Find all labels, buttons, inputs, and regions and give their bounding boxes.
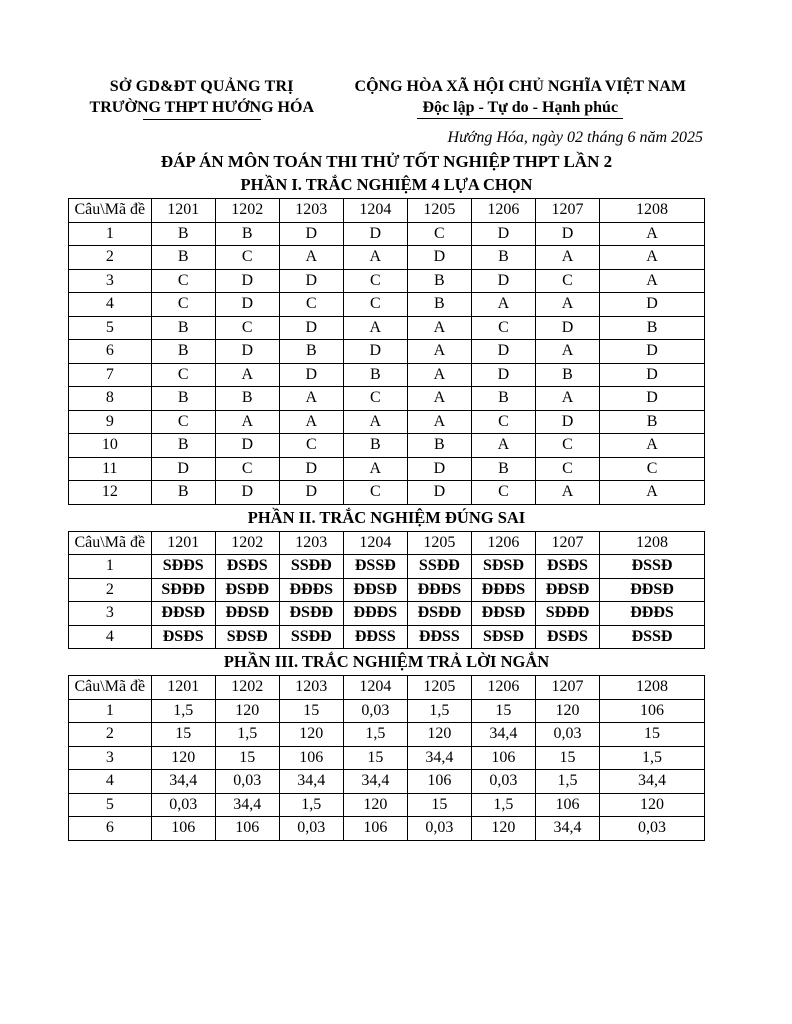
question-number: 7 bbox=[69, 363, 152, 387]
national-header-line: CỘNG HÒA XÃ HỘI CHỦ NGHĨA VIỆT NAM bbox=[354, 78, 686, 95]
answer-cell: D bbox=[215, 269, 279, 293]
answer-cell: B bbox=[151, 246, 215, 270]
answer-cell: 15 bbox=[151, 723, 215, 747]
answer-cell: SSĐĐ bbox=[279, 625, 343, 649]
answer-cell: ĐĐSS bbox=[343, 625, 407, 649]
answer-cell: A bbox=[343, 410, 407, 434]
column-header: 1206 bbox=[471, 676, 535, 700]
answer-cell: C bbox=[471, 316, 535, 340]
answer-cell: D bbox=[535, 316, 599, 340]
answer-cell: B bbox=[215, 222, 279, 246]
answer-cell: B bbox=[151, 387, 215, 411]
table-row bbox=[69, 481, 705, 505]
column-header: 1203 bbox=[279, 676, 343, 700]
answer-cell: D bbox=[600, 387, 705, 411]
answer-cell: A bbox=[343, 457, 407, 481]
answer-cell: 106 bbox=[471, 746, 535, 770]
answer-cell: ĐSĐS bbox=[535, 625, 599, 649]
answer-cell: 34,4 bbox=[215, 793, 279, 817]
answer-cell: 15 bbox=[215, 746, 279, 770]
answer-cell: SSĐĐ bbox=[279, 555, 343, 579]
header-row bbox=[69, 531, 705, 555]
column-header: Câu\Mã đề bbox=[69, 531, 152, 555]
answer-cell: D bbox=[471, 222, 535, 246]
answer-cell: A bbox=[471, 293, 535, 317]
document-title: ĐÁP ÁN MÔN TOÁN THI THỬ TỐT NGHIỆP THPT LẦN 2 bbox=[160, 152, 613, 171]
answer-cell: C bbox=[535, 457, 599, 481]
part2-answer-table bbox=[68, 531, 705, 650]
national-block bbox=[336, 78, 705, 120]
section-3-heading: PHẦN III. TRẮC NGHIỆM TRẢ LỜI NGẮN bbox=[223, 652, 550, 671]
answer-cell: 15 bbox=[407, 793, 471, 817]
section-2-heading: PHẦN II. TRẮC NGHIỆM ĐÚNG SAI bbox=[247, 507, 526, 527]
table-row bbox=[69, 293, 705, 317]
answer-cell: 106 bbox=[279, 746, 343, 770]
answer-cell: D bbox=[471, 363, 535, 387]
answer-cell: B bbox=[471, 387, 535, 411]
answer-cell: ĐĐSĐ bbox=[215, 602, 279, 626]
answer-cell: ĐĐĐS bbox=[343, 602, 407, 626]
answer-cell: 0,03 bbox=[471, 770, 535, 794]
answer-cell: 15 bbox=[279, 699, 343, 723]
answer-cell: B bbox=[407, 293, 471, 317]
answer-cell: B bbox=[343, 363, 407, 387]
answer-cell: B bbox=[279, 340, 343, 364]
header-row bbox=[69, 676, 705, 700]
answer-cell: A bbox=[407, 387, 471, 411]
answer-cell: B bbox=[471, 457, 535, 481]
document-header bbox=[68, 78, 705, 120]
answer-cell: A bbox=[215, 363, 279, 387]
table-row bbox=[69, 222, 705, 246]
question-number: 5 bbox=[69, 316, 152, 340]
column-header: 1201 bbox=[151, 531, 215, 555]
answer-cell: D bbox=[343, 222, 407, 246]
national-motto-line: Độc lập - Tự do - Hạnh phúc bbox=[417, 99, 623, 119]
answer-cell: ĐĐSĐ bbox=[471, 602, 535, 626]
answer-cell: D bbox=[279, 222, 343, 246]
answer-cell: 1,5 bbox=[215, 723, 279, 747]
column-header: 1204 bbox=[343, 676, 407, 700]
table-row bbox=[69, 246, 705, 270]
answer-cell: C bbox=[343, 481, 407, 505]
answer-cell: D bbox=[535, 410, 599, 434]
answer-cell: C bbox=[407, 222, 471, 246]
question-number: 2 bbox=[69, 578, 152, 602]
question-number: 3 bbox=[69, 602, 152, 626]
question-number: 8 bbox=[69, 387, 152, 411]
answer-cell: ĐSĐS bbox=[151, 625, 215, 649]
answer-cell: 1,5 bbox=[407, 699, 471, 723]
answer-cell: 15 bbox=[471, 699, 535, 723]
answer-cell: C bbox=[343, 293, 407, 317]
answer-cell: 106 bbox=[407, 770, 471, 794]
table-row bbox=[69, 602, 705, 626]
answer-cell: 120 bbox=[279, 723, 343, 747]
answer-cell: ĐĐSĐ bbox=[151, 602, 215, 626]
answer-cell: D bbox=[343, 340, 407, 364]
answer-cell: D bbox=[215, 340, 279, 364]
answer-cell: 120 bbox=[535, 699, 599, 723]
answer-cell: D bbox=[151, 457, 215, 481]
answer-cell: 1,5 bbox=[151, 699, 215, 723]
answer-cell: C bbox=[151, 363, 215, 387]
answer-cell: 106 bbox=[535, 793, 599, 817]
answer-cell: 120 bbox=[407, 723, 471, 747]
answer-cell: B bbox=[600, 316, 705, 340]
section-1-heading: PHẦN I. TRẮC NGHIỆM 4 LỰA CHỌN bbox=[240, 175, 533, 194]
answer-cell: A bbox=[343, 246, 407, 270]
answer-cell: C bbox=[343, 387, 407, 411]
column-header: 1205 bbox=[407, 676, 471, 700]
answer-cell: B bbox=[151, 316, 215, 340]
question-number: 6 bbox=[69, 340, 152, 364]
answer-cell: D bbox=[407, 481, 471, 505]
answer-cell: 106 bbox=[343, 817, 407, 841]
answer-cell: D bbox=[279, 457, 343, 481]
answer-cell: 15 bbox=[343, 746, 407, 770]
answer-cell: B bbox=[407, 269, 471, 293]
column-header: 1203 bbox=[279, 199, 343, 223]
answer-cell: SĐĐS bbox=[151, 555, 215, 579]
question-number: 5 bbox=[69, 793, 152, 817]
table-row bbox=[69, 316, 705, 340]
answer-cell: SĐĐĐ bbox=[535, 602, 599, 626]
answer-cell: ĐSĐĐ bbox=[279, 602, 343, 626]
issuer-block bbox=[68, 78, 336, 120]
answer-cell: A bbox=[600, 481, 705, 505]
answer-cell: A bbox=[600, 434, 705, 458]
column-header: 1204 bbox=[343, 199, 407, 223]
answer-cell: 1,5 bbox=[471, 793, 535, 817]
answer-cell: 0,03 bbox=[151, 793, 215, 817]
answer-cell: A bbox=[535, 246, 599, 270]
header-row bbox=[69, 199, 705, 223]
answer-cell: 34,4 bbox=[407, 746, 471, 770]
answer-cell: ĐSĐS bbox=[215, 555, 279, 579]
answer-cell: C bbox=[471, 481, 535, 505]
answer-cell: B bbox=[407, 434, 471, 458]
answer-cell: 106 bbox=[215, 817, 279, 841]
table-row bbox=[69, 387, 705, 411]
answer-cell: A bbox=[215, 410, 279, 434]
table-row bbox=[69, 746, 705, 770]
answer-cell: 1,5 bbox=[343, 723, 407, 747]
column-header: 1206 bbox=[471, 199, 535, 223]
answer-cell: A bbox=[535, 387, 599, 411]
column-header: 1202 bbox=[215, 676, 279, 700]
answer-cell: 1,5 bbox=[279, 793, 343, 817]
column-header: 1202 bbox=[215, 199, 279, 223]
answer-cell: ĐĐSĐ bbox=[343, 578, 407, 602]
answer-cell: D bbox=[215, 481, 279, 505]
table-row bbox=[69, 817, 705, 841]
answer-cell: C bbox=[343, 269, 407, 293]
column-header: 1201 bbox=[151, 199, 215, 223]
answer-cell: D bbox=[600, 363, 705, 387]
question-number: 4 bbox=[69, 293, 152, 317]
answer-cell: ĐĐĐS bbox=[471, 578, 535, 602]
table-row bbox=[69, 434, 705, 458]
answer-cell: A bbox=[279, 387, 343, 411]
question-number: 2 bbox=[69, 723, 152, 747]
column-header: 1201 bbox=[151, 676, 215, 700]
answer-cell: D bbox=[407, 246, 471, 270]
answer-cell: B bbox=[471, 246, 535, 270]
answer-cell: 0,03 bbox=[600, 817, 705, 841]
answer-cell: 120 bbox=[151, 746, 215, 770]
question-number: 4 bbox=[69, 770, 152, 794]
answer-cell: B bbox=[600, 410, 705, 434]
department-name: SỞ GD&ĐT QUẢNG TRỊ bbox=[109, 78, 294, 95]
answer-cell: D bbox=[600, 293, 705, 317]
question-number: 2 bbox=[69, 246, 152, 270]
answer-cell: B bbox=[151, 481, 215, 505]
question-number: 6 bbox=[69, 817, 152, 841]
school-underline-rule bbox=[143, 119, 261, 120]
answer-cell: 34,4 bbox=[471, 723, 535, 747]
answer-cell: A bbox=[279, 246, 343, 270]
column-header: 1207 bbox=[535, 199, 599, 223]
answer-cell: B bbox=[215, 387, 279, 411]
column-header: 1205 bbox=[407, 531, 471, 555]
part3-answer-table bbox=[68, 675, 705, 841]
answer-cell: C bbox=[279, 293, 343, 317]
question-number: 9 bbox=[69, 410, 152, 434]
column-header: 1207 bbox=[535, 676, 599, 700]
answer-cell: C bbox=[535, 434, 599, 458]
table-row bbox=[69, 770, 705, 794]
answer-cell: ĐĐSĐ bbox=[600, 578, 705, 602]
question-number: 3 bbox=[69, 269, 152, 293]
column-header: 1202 bbox=[215, 531, 279, 555]
answer-cell: A bbox=[600, 246, 705, 270]
answer-cell: SĐSĐ bbox=[471, 625, 535, 649]
answer-cell: ĐĐSĐ bbox=[535, 578, 599, 602]
answer-cell: D bbox=[215, 434, 279, 458]
answer-cell: A bbox=[471, 434, 535, 458]
answer-cell: D bbox=[279, 363, 343, 387]
table-row bbox=[69, 363, 705, 387]
answer-cell: SĐSĐ bbox=[215, 625, 279, 649]
column-header: 1207 bbox=[535, 531, 599, 555]
answer-cell: 0,03 bbox=[215, 770, 279, 794]
answer-cell: ĐĐĐS bbox=[279, 578, 343, 602]
answer-cell: C bbox=[471, 410, 535, 434]
answer-cell: A bbox=[343, 316, 407, 340]
answer-cell: D bbox=[279, 269, 343, 293]
answer-cell: B bbox=[151, 340, 215, 364]
answer-cell: 120 bbox=[215, 699, 279, 723]
answer-cell: D bbox=[279, 481, 343, 505]
answer-cell: D bbox=[215, 293, 279, 317]
answer-cell: SSĐĐ bbox=[407, 555, 471, 579]
answer-cell: D bbox=[471, 340, 535, 364]
answer-cell: 106 bbox=[151, 817, 215, 841]
answer-cell: 120 bbox=[600, 793, 705, 817]
answer-cell: 34,4 bbox=[151, 770, 215, 794]
answer-cell: 0,03 bbox=[343, 699, 407, 723]
question-number: 4 bbox=[69, 625, 152, 649]
question-number: 1 bbox=[69, 222, 152, 246]
question-number: 11 bbox=[69, 457, 152, 481]
answer-cell: B bbox=[151, 222, 215, 246]
question-number: 1 bbox=[69, 555, 152, 579]
column-header: 1208 bbox=[600, 531, 705, 555]
table-row bbox=[69, 555, 705, 579]
column-header: 1208 bbox=[600, 199, 705, 223]
answer-cell: ĐSSĐ bbox=[343, 555, 407, 579]
answer-cell: B bbox=[343, 434, 407, 458]
answer-cell: A bbox=[535, 340, 599, 364]
answer-cell: C bbox=[215, 316, 279, 340]
answer-cell: C bbox=[279, 434, 343, 458]
answer-cell: 0,03 bbox=[407, 817, 471, 841]
table-row bbox=[69, 723, 705, 747]
table-row bbox=[69, 793, 705, 817]
answer-cell: D bbox=[471, 269, 535, 293]
answer-cell: D bbox=[279, 316, 343, 340]
table-row bbox=[69, 578, 705, 602]
school-name: TRƯỜNG THPT HƯỚNG HÓA bbox=[89, 99, 314, 116]
answer-cell: C bbox=[151, 293, 215, 317]
table-row bbox=[69, 269, 705, 293]
answer-cell: C bbox=[151, 269, 215, 293]
question-number: 1 bbox=[69, 699, 152, 723]
answer-cell: C bbox=[600, 457, 705, 481]
answer-cell: ĐSĐĐ bbox=[407, 602, 471, 626]
answer-cell: ĐĐĐS bbox=[407, 578, 471, 602]
column-header: Câu\Mã đề bbox=[69, 199, 152, 223]
column-header: Câu\Mã đề bbox=[69, 676, 152, 700]
answer-cell: 0,03 bbox=[535, 723, 599, 747]
answer-cell: D bbox=[535, 222, 599, 246]
answer-cell: C bbox=[151, 410, 215, 434]
answer-cell: 34,4 bbox=[600, 770, 705, 794]
column-header: 1206 bbox=[471, 531, 535, 555]
question-number: 10 bbox=[69, 434, 152, 458]
answer-cell: 1,5 bbox=[535, 770, 599, 794]
answer-cell: 34,4 bbox=[343, 770, 407, 794]
answer-cell: 0,03 bbox=[279, 817, 343, 841]
answer-cell: D bbox=[407, 457, 471, 481]
answer-cell: 34,4 bbox=[535, 817, 599, 841]
column-header: 1208 bbox=[600, 676, 705, 700]
column-header: 1205 bbox=[407, 199, 471, 223]
column-header: 1203 bbox=[279, 531, 343, 555]
answer-cell: A bbox=[600, 269, 705, 293]
date-line: Hướng Hóa, ngày 02 tháng 6 năm 2025 bbox=[447, 129, 703, 146]
answer-cell: ĐSĐS bbox=[535, 555, 599, 579]
answer-cell: 120 bbox=[471, 817, 535, 841]
answer-cell: ĐSĐĐ bbox=[215, 578, 279, 602]
answer-cell: A bbox=[600, 222, 705, 246]
table-row bbox=[69, 699, 705, 723]
table-row bbox=[69, 457, 705, 481]
answer-cell: 34,4 bbox=[279, 770, 343, 794]
answer-cell: 15 bbox=[535, 746, 599, 770]
part1-answer-table bbox=[68, 198, 705, 505]
answer-cell: SĐSĐ bbox=[471, 555, 535, 579]
answer-cell: B bbox=[535, 363, 599, 387]
answer-cell: A bbox=[407, 340, 471, 364]
answer-cell: 106 bbox=[600, 699, 705, 723]
answer-cell: C bbox=[215, 457, 279, 481]
answer-cell: A bbox=[535, 293, 599, 317]
column-header: 1204 bbox=[343, 531, 407, 555]
table-row bbox=[69, 410, 705, 434]
answer-cell: ĐSSĐ bbox=[600, 555, 705, 579]
answer-cell: 1,5 bbox=[600, 746, 705, 770]
answer-cell: ĐĐĐS bbox=[600, 602, 705, 626]
answer-cell: SĐĐĐ bbox=[151, 578, 215, 602]
answer-cell: 120 bbox=[343, 793, 407, 817]
table-row bbox=[69, 625, 705, 649]
answer-cell: A bbox=[407, 410, 471, 434]
table-row bbox=[69, 340, 705, 364]
answer-cell: A bbox=[535, 481, 599, 505]
answer-cell: C bbox=[535, 269, 599, 293]
answer-cell: ĐĐSS bbox=[407, 625, 471, 649]
question-number: 3 bbox=[69, 746, 152, 770]
answer-cell: D bbox=[600, 340, 705, 364]
answer-cell: B bbox=[151, 434, 215, 458]
answer-cell: C bbox=[215, 246, 279, 270]
answer-cell: ĐSSĐ bbox=[600, 625, 705, 649]
answer-cell: 15 bbox=[600, 723, 705, 747]
question-number: 12 bbox=[69, 481, 152, 505]
answer-cell: A bbox=[407, 363, 471, 387]
answer-cell: A bbox=[407, 316, 471, 340]
answer-cell: A bbox=[279, 410, 343, 434]
